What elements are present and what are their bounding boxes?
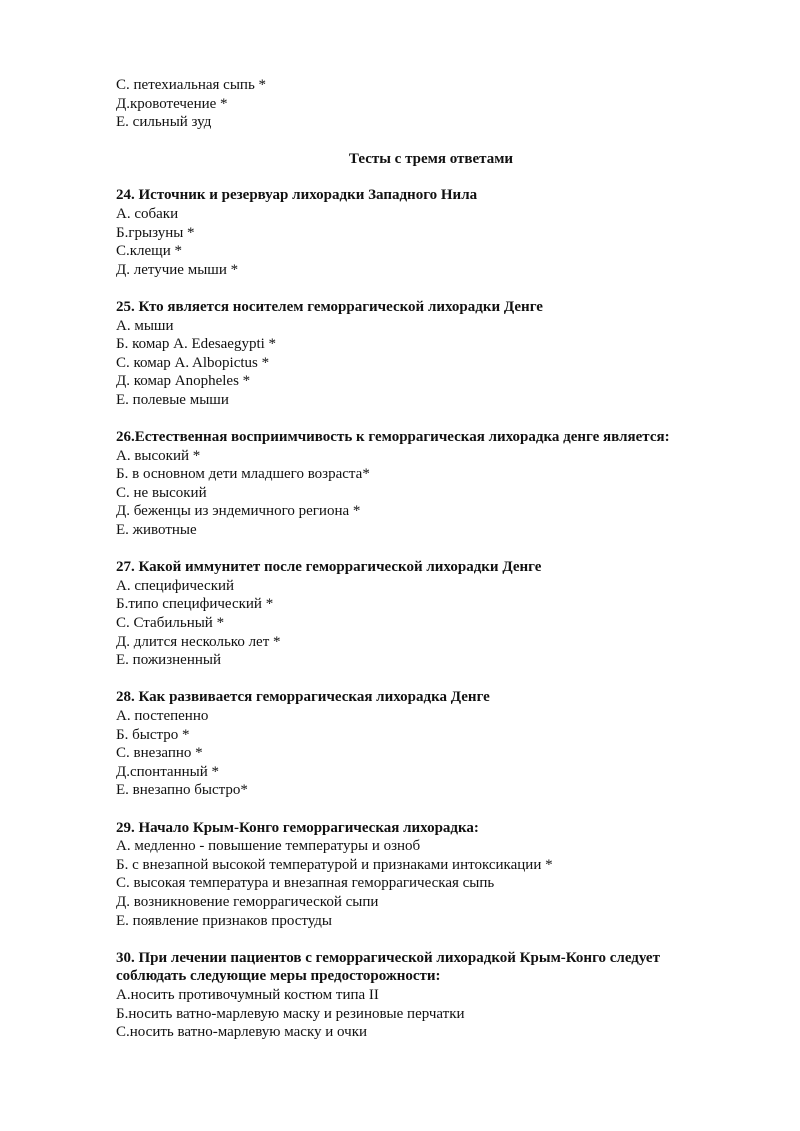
option-line: Б.носить ватно-марлевую маску и резиновые перчатки bbox=[116, 1005, 465, 1022]
option-line: С.клещи * bbox=[116, 243, 183, 260]
option-line: А. мыши bbox=[116, 317, 174, 334]
option-line: С. высокая температура и внезапная геморрагическая сыпь bbox=[116, 875, 495, 892]
question-30 bbox=[116, 949, 746, 1042]
question-28 bbox=[116, 688, 746, 800]
option-line: А. собаки bbox=[116, 205, 179, 222]
question-title: 27. Какой иммунитет после геморрагической лихорадки Денге bbox=[116, 559, 542, 576]
option-line: Д. длится несколько лет * bbox=[116, 633, 281, 650]
option-line: Д.спонтанный * bbox=[116, 763, 220, 780]
option-line: Е. полевые мыши bbox=[116, 391, 229, 408]
option-line: Е. животные bbox=[116, 522, 197, 539]
intro-options bbox=[116, 76, 746, 132]
option-line: Д. беженцы из эндемичного региона * bbox=[116, 503, 361, 520]
question-27 bbox=[116, 558, 746, 670]
option-line: Б.типо специфический * bbox=[116, 596, 274, 613]
document-page bbox=[116, 76, 746, 1042]
question-title: 30. При лечении пациентов с геморрагической лихорадкой Крым-Конго следует bbox=[116, 949, 660, 966]
option-line: Б. быстро * bbox=[116, 726, 190, 743]
option-line: Е. появление признаков простуды bbox=[116, 912, 332, 929]
option-line: А. медленно - повышение температуры и озноб bbox=[116, 838, 421, 855]
option-line: С. Стабильный * bbox=[116, 615, 225, 632]
question-29 bbox=[116, 819, 746, 931]
question-24 bbox=[116, 186, 746, 279]
question-title: 26.Естественная восприимчивость к геморрагическая лихорадка денге является: bbox=[116, 429, 670, 446]
option-line: Д. летучие мыши * bbox=[116, 261, 239, 278]
option-line: С.носить ватно-марлевую маску и очки bbox=[116, 1024, 368, 1041]
question-25 bbox=[116, 298, 746, 410]
question-title: 24. Источник и резервуар лихорадки Западного Нила bbox=[116, 187, 478, 204]
option-line: Е. внезапно быстро* bbox=[116, 782, 248, 799]
option-line: Д. возникновение геморрагической сыпи bbox=[116, 893, 379, 910]
option-line: С. комар A. Albopictus * bbox=[116, 354, 270, 371]
option-line: С. петехиальная сыпь * bbox=[116, 77, 267, 93]
option-line: Б. комар A. Edesaegypti * bbox=[116, 336, 277, 353]
option-line: С. не высокий bbox=[116, 484, 207, 501]
option-line: Е. пожизненный bbox=[116, 652, 221, 669]
section-title: Тесты с тремя ответами bbox=[348, 150, 514, 167]
option-line: А. высокий * bbox=[116, 447, 201, 464]
option-line: А. постепенно bbox=[116, 708, 209, 724]
option-line: С. внезапно * bbox=[116, 745, 203, 762]
option-line: Б.грызуны * bbox=[116, 224, 195, 241]
option-line: Б. с внезапной высокой температурой и признаками интоксикации * bbox=[116, 856, 553, 873]
option-line: Б. в основном дети младшего возраста* bbox=[116, 466, 370, 483]
question-title: 25. Кто является носителем геморрагической лихорадки Денге bbox=[116, 298, 543, 315]
question-title: 28. Как развивается геморрагическая лихорадка Денге bbox=[116, 689, 490, 706]
question-title: 29. Начало Крым-Конго геморрагическая лихорадка: bbox=[116, 819, 479, 836]
option-line: Д. комар Anopheles * bbox=[116, 373, 251, 390]
question-title: соблюдать следующие меры предосторожности: bbox=[116, 968, 441, 985]
option-line: А.носить противочумный костюм типа II bbox=[116, 986, 379, 1003]
question-26 bbox=[116, 428, 746, 540]
option-line: Д.кровотечение * bbox=[116, 95, 228, 112]
option-line: Е. сильный зуд bbox=[116, 114, 212, 131]
option-line: А. специфический bbox=[116, 577, 235, 594]
